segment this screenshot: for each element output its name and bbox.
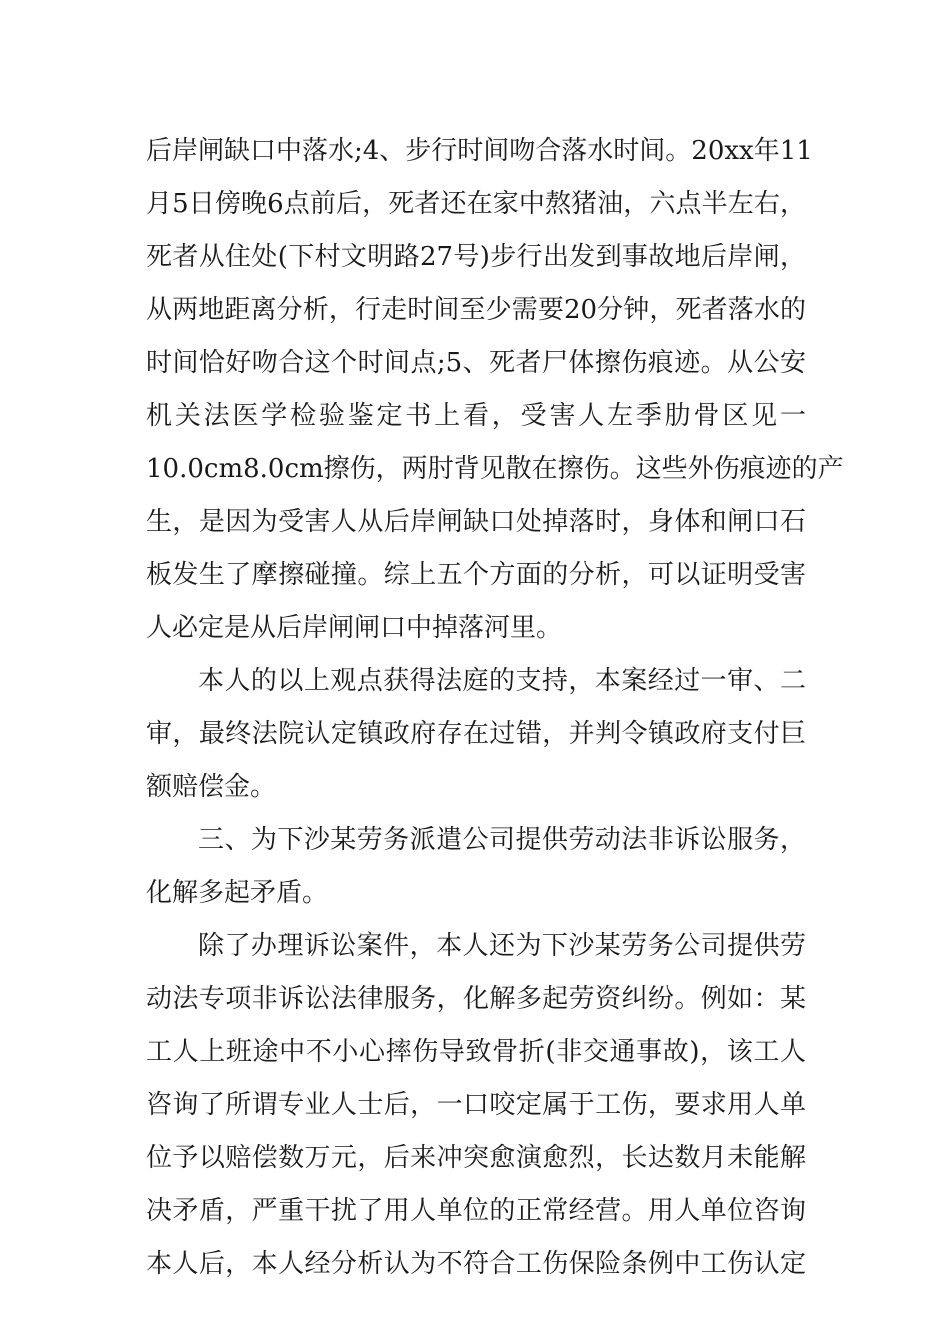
text-line: 工人上班途中不小心摔伤导致骨折(非交通事故)，该工人: [146, 1037, 806, 1067]
text-line: 10.0cm8.0cm擦伤，两肘背见散在擦伤。这些外伤痕迹的产: [146, 454, 844, 484]
text-line: 额赔偿金。: [146, 772, 277, 802]
text-line: 从两地距离分析，行走时间至少需要20分钟，死者落水的: [146, 295, 806, 325]
text-line: 板发生了摩擦碰撞。综上五个方面的分析，可以证明受害: [146, 560, 806, 590]
text-line: 时间恰好吻合这个时间点;5、死者尸体擦伤痕迹。从公安: [146, 348, 806, 378]
text-line: 生，是因为受害人从后岸闸缺口处掉落时，身体和闸口石: [146, 507, 806, 537]
text-line: 动法专项非诉讼法律服务，化解多起劳资纠纷。例如：某: [146, 984, 806, 1014]
text-line: 机关法医学检验鉴定书上看，受害人左季肋骨区见一: [146, 401, 806, 431]
text-line: 后岸闸缺口中落水;4、步行时间吻合落水时间。20xx年11: [146, 136, 813, 166]
section-heading: 三、为下沙某劳务派遣公司提供劳动法非诉讼服务，: [198, 825, 806, 855]
text-line: 死者从住处(下村文明路27号)步行出发到事故地后岸闸，: [146, 242, 806, 272]
text-line: 人必定是从后岸闸闸口中掉落河里。: [146, 613, 563, 643]
text-line: 咨询了所谓专业人士后，一口咬定属于工伤，要求用人单: [146, 1090, 806, 1120]
paragraph-first-line: 除了办理诉讼案件，本人还为下沙某劳务公司提供劳: [198, 931, 806, 961]
text-line: 月5日傍晚6点前后，死者还在家中熬猪油，六点半左右，: [146, 189, 806, 219]
text-line: 审，最终法院认定镇政府存在过错，并判令镇政府支付巨: [146, 719, 806, 749]
text-line: 决矛盾，严重干扰了用人单位的正常经营。用人单位咨询: [146, 1196, 806, 1226]
paragraph-first-line: 本人的以上观点获得法庭的支持，本案经过一审、二: [198, 666, 806, 696]
text-line: 本人后，本人经分析认为不符合工伤保险条例中工伤认定: [146, 1249, 806, 1279]
section-heading-continued: 化解多起矛盾。: [146, 878, 329, 908]
text-line: 位予以赔偿数万元，后来冲突愈演愈烈，长达数月未能解: [146, 1143, 806, 1173]
